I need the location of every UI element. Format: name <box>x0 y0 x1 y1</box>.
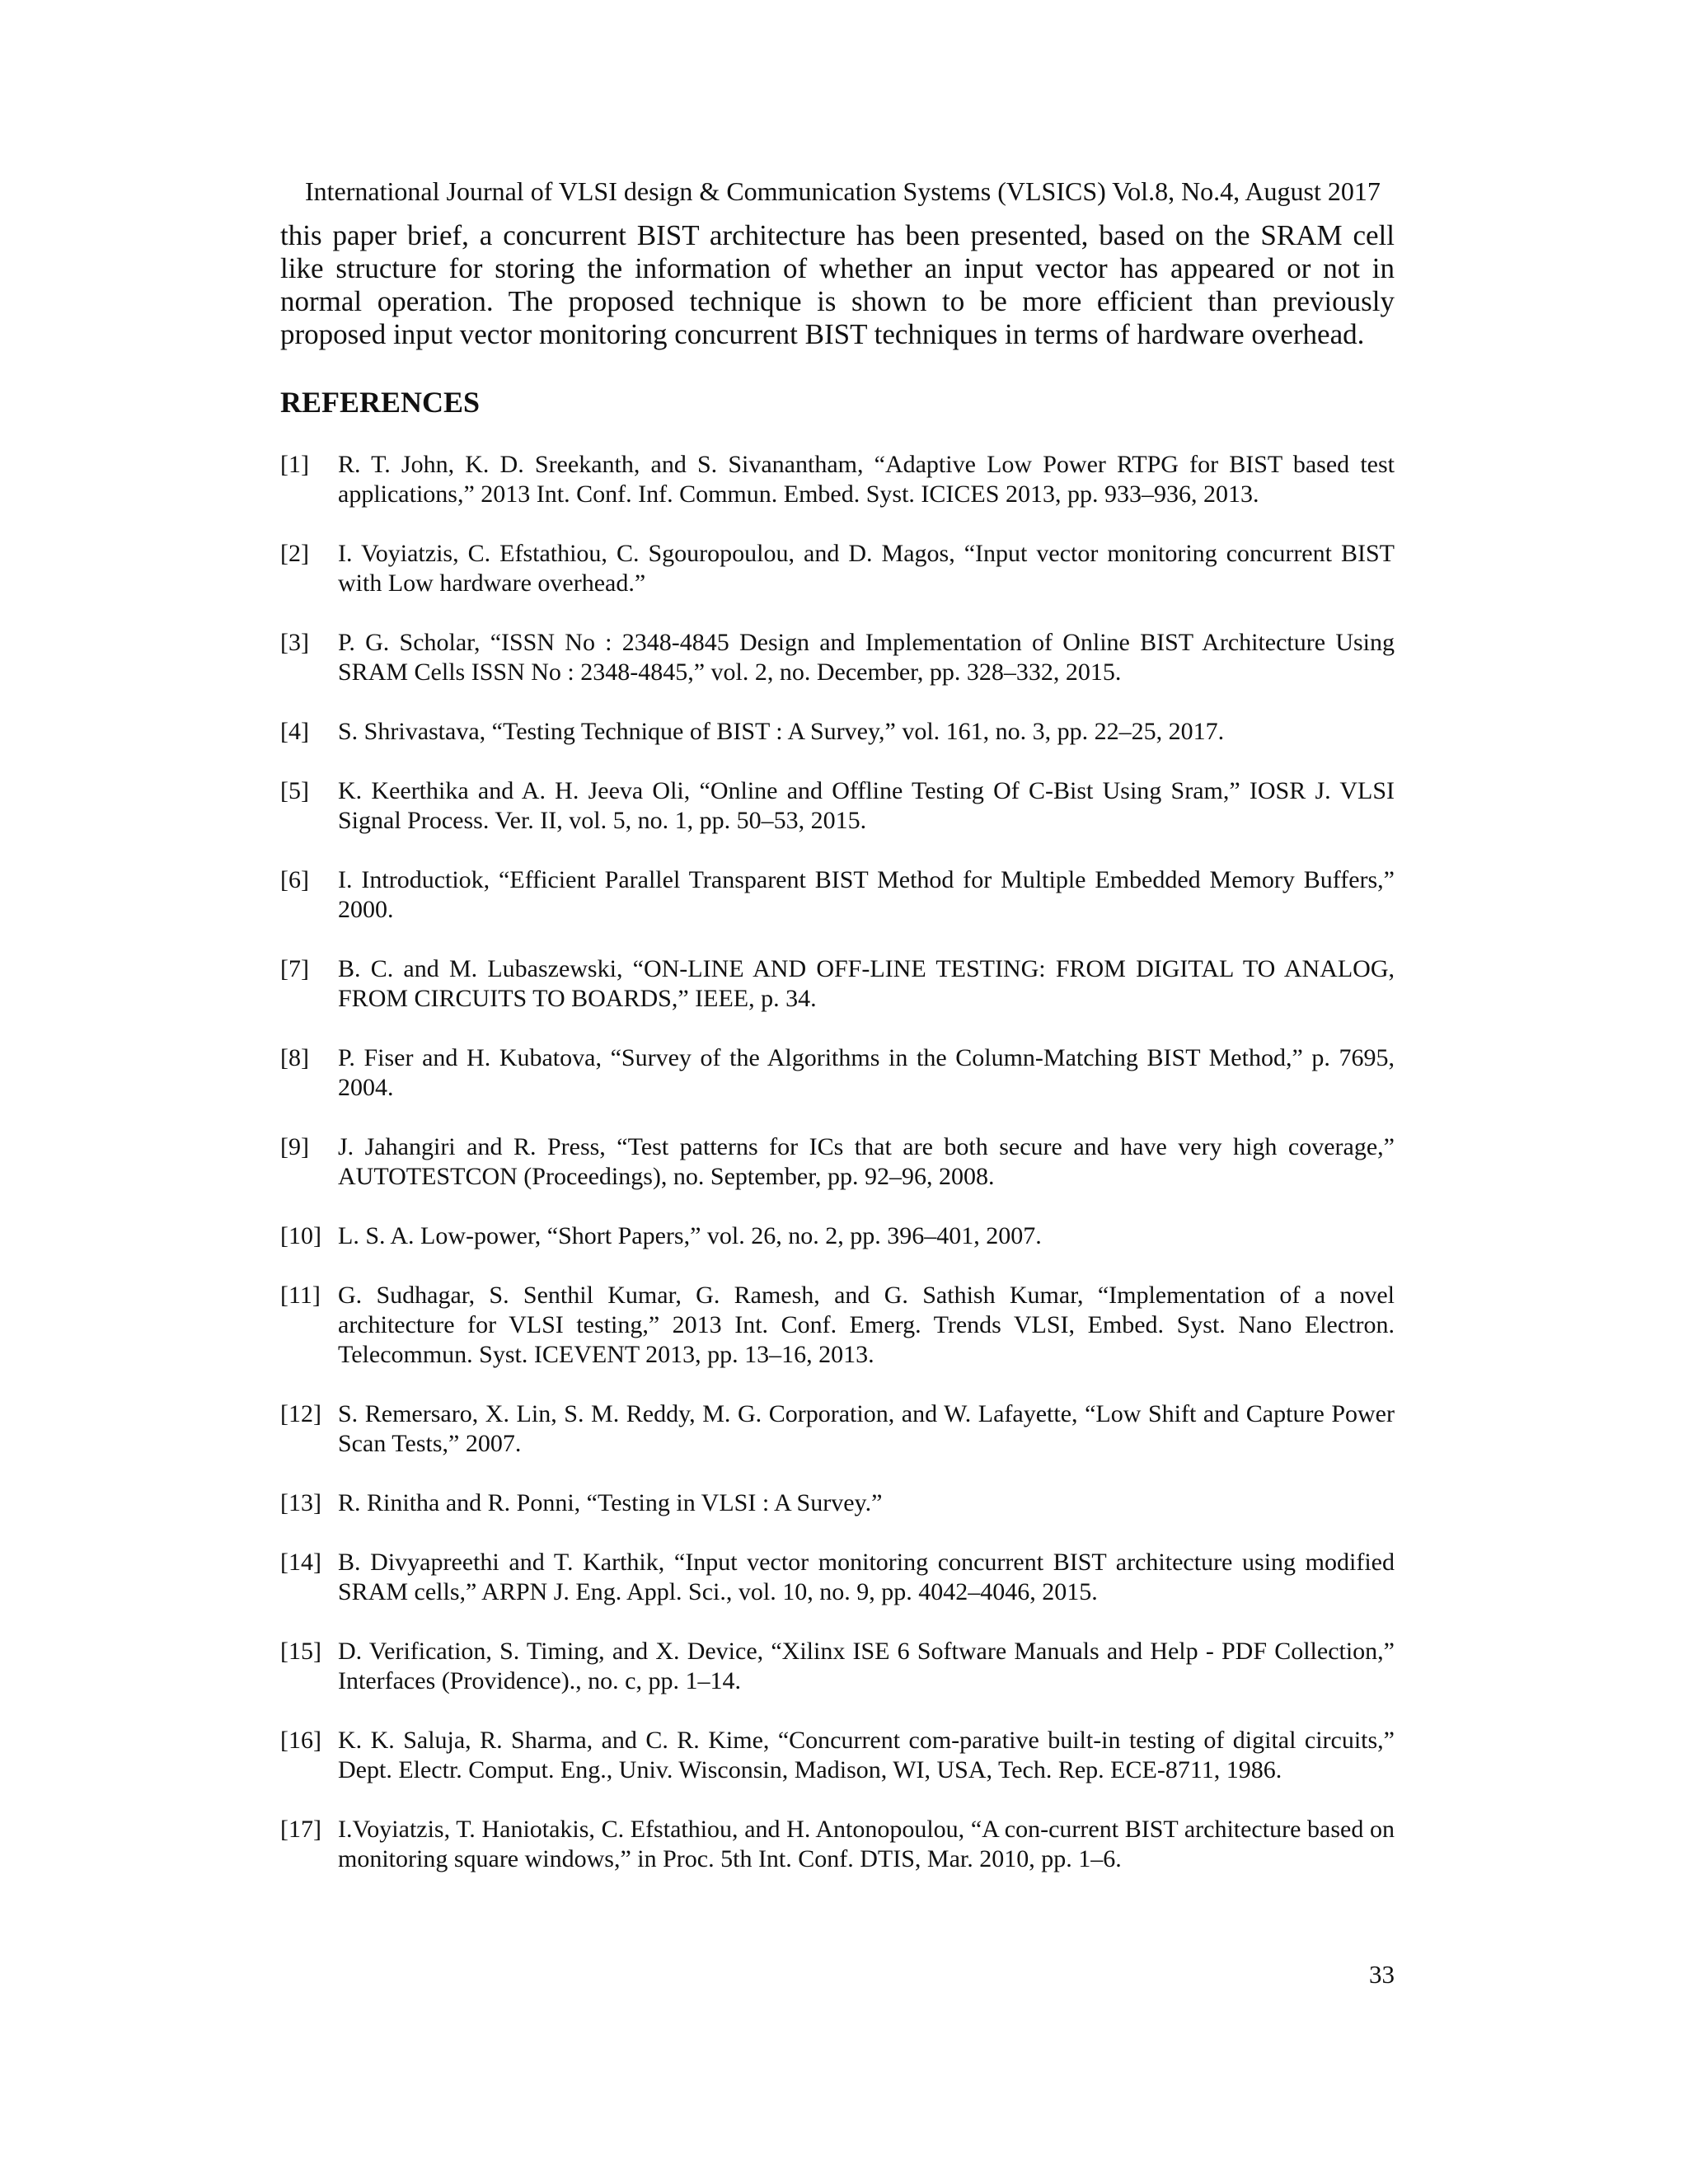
reference-item <box>280 1281 1395 1370</box>
reference-item <box>280 628 1395 687</box>
reference-text: L. S. A. Low-power, “Short Papers,” vol. 26, no. 2, pp. 396–401, 2007. <box>338 1222 1042 1249</box>
reference-text: S. Shrivastava, “Testing Technique of BIST : A Survey,” vol. 161, no. 3, pp. 22–25, 2017. <box>338 718 1225 745</box>
reference-item <box>280 1726 1395 1785</box>
reference-number: [11] <box>280 1282 321 1309</box>
reference-text: I. Introductiok, “Efficient Parallel Transparent BIST Method for Multiple Embedded Memory Buffers,” 2000. <box>338 866 1395 923</box>
reference-text: R. Rinitha and R. Ponni, “Testing in VLSI : A Survey.” <box>338 1489 883 1516</box>
reference-number: [12] <box>280 1400 321 1427</box>
reference-item <box>280 1637 1395 1696</box>
references-heading: REFERENCES <box>280 386 481 419</box>
reference-text: P. Fiser and H. Kubatova, “Survey of the Algorithms in the Column-Matching BIST Method,” p. 7695, 2004. <box>338 1044 1395 1101</box>
reference-number: [6] <box>280 866 309 893</box>
reference-text: B. C. and M. Lubaszewski, “ON-LINE AND OFF-LINE TESTING: FROM DIGITAL TO ANALOG, FROM CIRCUITS TO BOARDS,” IEEE, p. 34. <box>338 955 1395 1012</box>
reference-number: [2] <box>280 540 309 567</box>
reference-number: [8] <box>280 1044 309 1071</box>
reference-item <box>280 539 1395 598</box>
reference-item <box>280 1132 1395 1192</box>
reference-number: [13] <box>280 1489 321 1516</box>
reference-number: [16] <box>280 1727 321 1754</box>
reference-item <box>280 1488 1395 1518</box>
reference-item <box>280 1399 1395 1459</box>
reference-text: K. Keerthika and A. H. Jeeva Oli, “Online and Offline Testing Of C-Bist Using Sram,” IOSR J. VLSI Signal Process. Ver. II, vol. 5, no. 1, pp. 50–53, 2015. <box>338 777 1395 834</box>
reference-item <box>280 1221 1395 1251</box>
paper-page <box>280 0 1395 2184</box>
reference-number: [14] <box>280 1549 321 1576</box>
reference-text: R. T. John, K. D. Sreekanth, and S. Sivanantham, “Adaptive Low Power RTPG for BIST based test applications,” 2013 Int. Conf. Inf. Commun. Embed. Syst. ICICES 2013, pp. 933–936, 2013. <box>338 451 1395 508</box>
reference-item <box>280 717 1395 747</box>
reference-number: [1] <box>280 451 309 478</box>
reference-text: I.Voyiatzis, T. Haniotakis, C. Efstathiou, and H. Antonopoulou, “A con-current BIST architecture based on monitoring square windows,” in Proc. 5th Int. Conf. DTIS, Mar. 2010, pp. 1–6. <box>338 1816 1395 1872</box>
page-number: 33 <box>1369 1960 1395 1989</box>
reference-number: [9] <box>280 1133 309 1160</box>
reference-text: S. Remersaro, X. Lin, S. M. Reddy, M. G. Corporation, and W. Lafayette, “Low Shift and Capture Power Scan Tests,” 2007. <box>338 1400 1395 1457</box>
reference-text: D. Verification, S. Timing, and X. Device, “Xilinx ISE 6 Software Manuals and Help - PDF Collection,” Interfaces (Providence)., no. c, pp. 1–14. <box>338 1638 1395 1694</box>
reference-text: I. Voyiatzis, C. Efstathiou, C. Sgouropoulou, and D. Magos, “Input vector monitoring concurrent BIST with Low hardware overhead.” <box>338 540 1395 597</box>
reference-item <box>280 776 1395 836</box>
conclusion-paragraph: this paper brief, a concurrent BIST architecture has been presented, based on the SRAM cell like structure for storing the information of whether an input vector has appeared or not in normal operation. The proposed technique is shown to be more efficient than previously proposed input vector monitoring concurrent BIST techniques in terms of hardware overhead. <box>280 219 1395 350</box>
reference-number: [5] <box>280 777 309 804</box>
reference-text: G. Sudhagar, S. Senthil Kumar, G. Ramesh, and G. Sathish Kumar, “Implementation of a novel architecture for VLSI testing,” 2013 Int. Conf. Emerg. Trends VLSI, Embed. Syst. Nano Electron. Telecommun. Syst. ICEVENT 2013, pp. 13–16, 2013. <box>338 1282 1395 1368</box>
reference-number: [3] <box>280 629 309 656</box>
reference-number: [10] <box>280 1222 321 1249</box>
reference-item <box>280 450 1395 509</box>
reference-item <box>280 1043 1395 1103</box>
running-header: International Journal of VLSI design & Communication Systems (VLSICS) Vol.8, No.4, August 2017 <box>305 176 1381 206</box>
reference-item <box>280 1815 1395 1874</box>
reference-text: J. Jahangiri and R. Press, “Test patterns for ICs that are both secure and have very high coverage,” AUTOTESTCON (Proceedings), no. September, pp. 92–96, 2008. <box>338 1133 1395 1190</box>
reference-number: [15] <box>280 1638 321 1665</box>
reference-number: [17] <box>280 1816 321 1843</box>
reference-text: K. K. Saluja, R. Sharma, and C. R. Kime, “Concurrent com-parative built-in testing of digital circuits,” Dept. Electr. Comput. Eng., Univ. Wisconsin, Madison, WI, USA, Tech. Rep. ECE-8711, 1986. <box>338 1727 1395 1783</box>
reference-text: B. Divyapreethi and T. Karthik, “Input vector monitoring concurrent BIST architecture using modified SRAM cells,” ARPN J. Eng. Appl. Sci., vol. 10, no. 9, pp. 4042–4046, 2015. <box>338 1549 1395 1605</box>
reference-item <box>280 865 1395 925</box>
reference-item <box>280 954 1395 1014</box>
reference-number: [4] <box>280 718 309 745</box>
reference-list <box>280 450 1395 1904</box>
reference-item <box>280 1548 1395 1607</box>
reference-text: P. G. Scholar, “ISSN No : 2348-4845 Design and Implementation of Online BIST Architecture Using SRAM Cells ISSN No : 2348-4845,” vol. 2, no. December, pp. 328–332, 2015. <box>338 629 1395 686</box>
reference-number: [7] <box>280 955 309 982</box>
